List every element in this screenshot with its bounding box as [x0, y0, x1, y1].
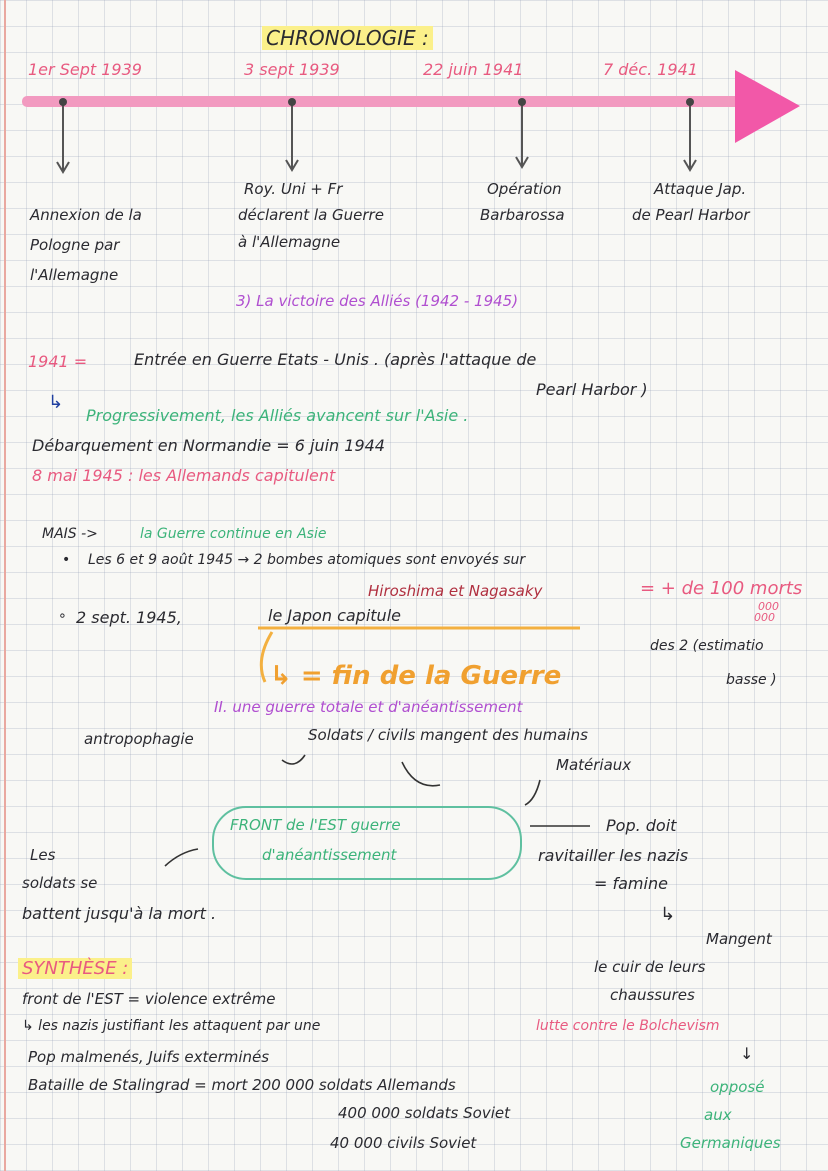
pop-line-3: = famine	[594, 874, 668, 893]
synthese-right-1: opposé	[710, 1078, 765, 1096]
event-1-line-2: Pologne par	[30, 236, 120, 254]
pop-line-4: ↳	[660, 904, 676, 925]
connector-left	[165, 849, 198, 866]
event-4-line-1: Attaque Jap.	[654, 180, 747, 198]
synthese-line-1: front de l'EST = violence extrême	[22, 990, 276, 1008]
mais-label: MAIS ->	[42, 526, 98, 542]
casualties-text: = + de 100 morts	[640, 578, 803, 599]
connector-soldats	[402, 762, 440, 786]
date-1941: 1941 =	[28, 352, 88, 371]
event-3-line-2: Barbarossa	[480, 206, 565, 224]
event-2-line-3: à l'Allemagne	[238, 233, 341, 251]
german-capitulation: 8 mai 1945 : les Allemands capitulent	[32, 466, 336, 485]
allies-progress-text: Progressivement, les Alliés avancent sur l'Asie .	[86, 406, 469, 425]
synthese-line-5: 400 000 soldats Soviet	[338, 1104, 510, 1122]
timeline-date-4: 7 déc. 1941	[603, 60, 698, 79]
timeline-ticks	[57, 102, 696, 172]
pop-line-6: le cuir de leurs	[594, 958, 706, 976]
synthese-title-text: SYNTHÈSE :	[18, 958, 132, 979]
cloud-line-1: FRONT de l'EST guerre	[230, 816, 401, 834]
synthese-line-6: 40 000 civils Soviet	[330, 1134, 477, 1152]
normandy-landing: Débarquement en Normandie = 6 juin 1944	[32, 436, 385, 455]
atomic-bombs-text: Les 6 et 9 août 1945 → 2 bombes atomiques sont envoyés sur	[88, 552, 526, 568]
war-continues-asia: la Guerre continue en Asie	[140, 526, 327, 542]
pop-line-7: chaussures	[610, 986, 695, 1004]
tick-dot-3	[518, 98, 526, 106]
arrow-progress: ↳	[48, 392, 64, 413]
timeline-date-3: 22 juin 1941	[423, 60, 524, 79]
end-of-war: ↳ = fin de la Guerre	[270, 661, 562, 691]
synthese-right-2: aux	[704, 1106, 732, 1124]
synthese-right-arrow: ↓	[740, 1044, 754, 1063]
bullet-2-dot: ∘	[58, 608, 67, 624]
casualties-zeros-2: 000	[754, 611, 775, 624]
pop-line-2: ravitailler les nazis	[538, 846, 689, 865]
pop-line-5: Mangent	[706, 930, 772, 948]
event-4-line-2: de Pearl Harbor	[632, 206, 750, 224]
antropophagie: antropophagie	[84, 730, 194, 748]
casualties-zeros-1: 000	[758, 600, 779, 613]
bullet-1-dot: •	[62, 552, 71, 568]
connector-antro	[282, 755, 305, 764]
timeline-date-1: 1er Sept 1939	[28, 60, 142, 79]
cloud-line-2: d'anéantissement	[262, 846, 397, 864]
tick-dot-2	[288, 98, 296, 106]
soldats-left-1: Les	[30, 846, 56, 864]
timeline-bar	[22, 96, 742, 107]
materiaux: Matériaux	[556, 756, 632, 774]
soldats-left-2: soldats se	[22, 874, 98, 892]
section-3-heading: 3) La victoire des Alliés (1942 - 1945)	[236, 292, 519, 310]
pop-line-1: Pop. doit	[606, 816, 677, 835]
hiroshima-nagasaki: Hiroshima et Nagasaky	[368, 582, 543, 600]
timeline-date-2: 3 sept 1939	[244, 60, 340, 79]
sept-1945: 2 sept. 1945,	[76, 608, 182, 627]
estimation-text: des 2 (estimatio	[650, 638, 764, 654]
soldats-left-3: battent jusqu'à la mort .	[22, 904, 217, 923]
synthese-line-4: Bataille de Stalingrad = mort 200 000 soldats Allemands	[28, 1076, 456, 1094]
event-1-line-1: Annexion de la	[30, 206, 142, 224]
timeline-arrowhead	[735, 70, 800, 143]
synthese-title	[18, 958, 132, 981]
connector-materiaux	[525, 780, 540, 805]
event-2-line-2: déclarent la Guerre	[238, 206, 384, 224]
estimation-basse: basse )	[726, 672, 777, 688]
synthese-line-3: Pop malmenés, Juifs exterminés	[28, 1048, 270, 1066]
usa-entry-continued: Pearl Harbor )	[536, 380, 648, 399]
tick-dot-4	[686, 98, 694, 106]
synthese-right-3: Germaniques	[680, 1134, 781, 1152]
title-text: CHRONOLOGIE :	[262, 26, 433, 50]
synthese-line-2a: ↳ les nazis justifiant les attaquent par une	[22, 1018, 321, 1034]
event-3-line-1: Opération	[487, 180, 562, 198]
event-2-line-1: Roy. Uni + Fr	[244, 180, 343, 198]
event-1-line-3: l'Allemagne	[30, 266, 119, 284]
usa-entry-text: Entrée en Guerre Etats - Unis . (après l'attaque de	[134, 350, 537, 369]
japan-capitulates: le Japon capitule	[268, 606, 401, 625]
section-2-heading: II. une guerre totale et d'anéantissement	[214, 698, 523, 716]
tick-dot-1	[59, 98, 67, 106]
soldats-civils: Soldats / civils mangent des humains	[308, 726, 588, 744]
synthese-line-2b: lutte contre le Bolchevism	[536, 1018, 720, 1034]
